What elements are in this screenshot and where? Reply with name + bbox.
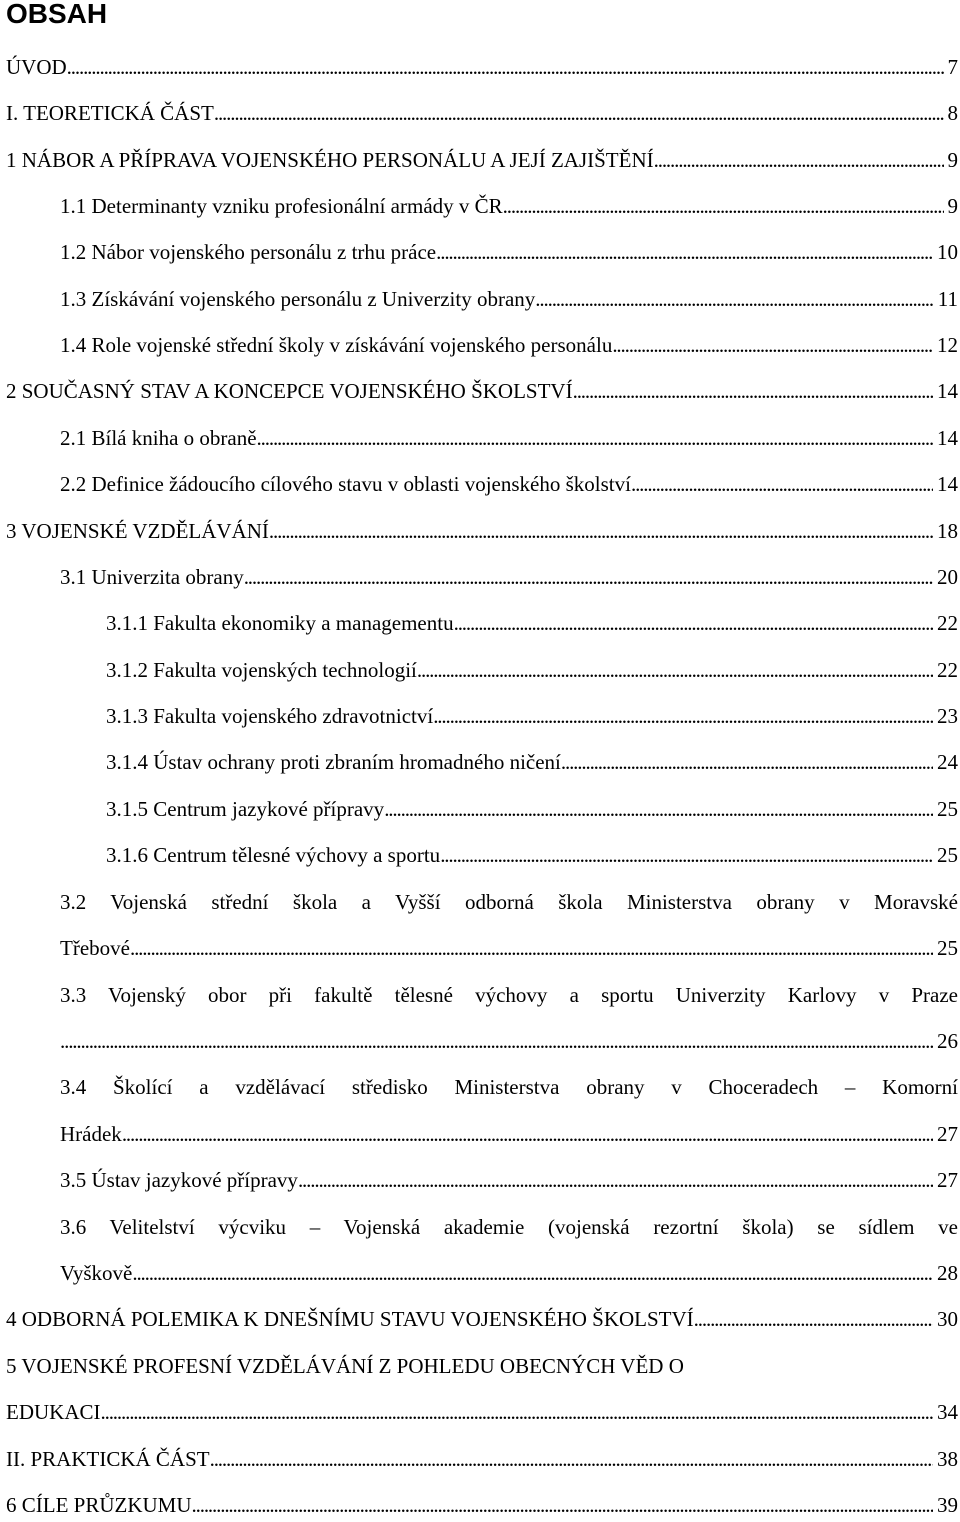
toc-entry-label: 3.4 Školící a vzdělávací středisko Ministerstva obrany v Choceradech – Komorní — [60, 1075, 958, 1099]
toc-entry-page: 20 — [937, 565, 958, 589]
toc-entry-chapter-1[interactable] — [6, 145, 958, 175]
toc-entry-label: 1.4 Role vojenské střední školy v získávání vojenského personálu — [60, 333, 613, 357]
toc-entry-part-1[interactable] — [6, 98, 958, 128]
toc-entry-page: 14 — [937, 379, 958, 403]
toc-entry-page: 9 — [947, 194, 958, 218]
toc-entry-label: 3.1.3 Fakulta vojenského zdravotnictví — [106, 704, 434, 728]
toc-leader-dots — [503, 191, 944, 221]
toc-leader-dots — [214, 98, 944, 128]
toc-entry-page: 22 — [937, 611, 958, 635]
toc-entry-3-1-4[interactable] — [106, 747, 958, 777]
toc-entry-label: 3.1.5 Centrum jazykové přípravy — [106, 797, 385, 821]
toc-entry-page: 24 — [937, 750, 958, 774]
toc-entry-chapter-6[interactable] — [6, 1490, 958, 1520]
toc-entry-label: 3.2 Vojenská střední škola a Vyšší odborná škola Ministerstva obrany v Moravské — [60, 890, 958, 914]
toc-entry-label: 2 SOUČASNÝ STAV A KONCEPCE VOJENSKÉHO ŠKOLSTVÍ — [6, 379, 573, 403]
toc-entry-3-4-line-2[interactable] — [60, 1119, 958, 1149]
toc-entry-3-1-6[interactable] — [106, 840, 958, 870]
toc-entry-page: 7 — [947, 55, 958, 79]
toc-entry-label: I. TEORETICKÁ ČÁST — [6, 101, 214, 125]
toc-entry-3-1-3[interactable] — [106, 701, 958, 731]
toc-entry-label: 1.1 Determinanty vzniku profesionální armády v ČR — [60, 194, 503, 218]
toc-entry-3-2-line-2[interactable] — [60, 933, 958, 963]
toc-entry-3-1-1[interactable] — [106, 608, 958, 638]
toc-leader-dots — [132, 1258, 933, 1288]
toc-entry-page: 25 — [937, 843, 958, 867]
toc-entry-3-6-line-2[interactable] — [60, 1258, 958, 1288]
toc-leader-dots — [298, 1165, 933, 1195]
toc-entry-page: 14 — [937, 426, 958, 450]
toc-entry-page: 18 — [937, 519, 958, 543]
toc-entry-part-2[interactable] — [6, 1444, 958, 1474]
toc-leader-dots — [210, 1444, 933, 1474]
toc-leader-dots — [535, 284, 933, 314]
toc-entry-3-1-2[interactable] — [106, 655, 958, 685]
toc-entry-intro[interactable] — [6, 52, 958, 82]
toc-entry-1-2[interactable] — [60, 237, 958, 267]
toc-entry-page: 9 — [947, 148, 958, 172]
toc-entry-page: 26 — [937, 1029, 958, 1053]
toc-entry-label: ÚVOD — [6, 55, 67, 79]
toc-entry-3-2-line-1[interactable] — [60, 887, 958, 917]
toc-entry-label: 3.1.6 Centrum tělesné výchovy a sportu — [106, 843, 441, 867]
toc-entry-1-3[interactable] — [60, 284, 958, 314]
toc-entry-label: 6 CÍLE PRŮZKUMU — [6, 1493, 192, 1517]
toc-leader-dots — [257, 423, 933, 453]
toc-entry-1-4[interactable] — [60, 330, 958, 360]
toc-leader-dots — [612, 330, 933, 360]
toc-entry-3-4-line-1[interactable] — [60, 1072, 958, 1102]
toc-leader-dots — [60, 1026, 933, 1056]
toc-entry-label: 3.3 Vojenský obor při fakultě tělesné výchovy a sportu Univerzity Karlovy v Praze — [60, 983, 958, 1007]
toc-entry-3-3-line-1[interactable] — [60, 980, 958, 1010]
toc-leader-dots — [244, 562, 933, 592]
toc-entry-page: 28 — [937, 1261, 958, 1285]
toc-leader-dots — [67, 52, 944, 82]
toc-entry-page: 22 — [937, 658, 958, 682]
toc-leader-dots — [440, 840, 933, 870]
toc-entry-page: 14 — [937, 472, 958, 496]
toc-entry-page: 34 — [937, 1400, 958, 1424]
toc-entry-page: 30 — [937, 1307, 958, 1331]
toc-leader-dots — [631, 469, 933, 499]
toc-leader-dots — [384, 794, 933, 824]
toc-leader-dots — [454, 608, 933, 638]
toc-entry-2-2[interactable] — [60, 469, 958, 499]
toc-heading: OBSAH — [6, 0, 108, 29]
toc-entry-label: 3.1 Univerzita obrany — [60, 565, 244, 589]
toc-entry-label: EDUKACI — [6, 1400, 101, 1424]
toc-entry-label: Hrádek — [60, 1122, 122, 1146]
toc-leader-dots — [269, 516, 933, 546]
toc-entry-3-6-line-1[interactable] — [60, 1212, 958, 1242]
toc-leader-dots — [654, 145, 944, 175]
toc-entry-page: 27 — [937, 1168, 958, 1192]
toc-entry-label: 4 ODBORNÁ POLEMIKA K DNEŠNÍMU STAVU VOJENSKÉHO ŠKOLSTVÍ — [6, 1307, 694, 1331]
toc-entry-page: 25 — [937, 936, 958, 960]
toc-entry-2-1[interactable] — [60, 423, 958, 453]
toc-entry-page: 11 — [937, 287, 958, 311]
toc-leader-dots — [192, 1490, 933, 1520]
toc-entry-label: 1.3 Získávání vojenského personálu z Univerzity obrany — [60, 287, 536, 311]
toc-entry-label: 3 VOJENSKÉ VZDĚLÁVÁNÍ — [6, 519, 269, 543]
toc-leader-dots — [433, 701, 933, 731]
toc-leader-dots — [694, 1304, 933, 1334]
toc-entry-page: 38 — [937, 1447, 958, 1471]
toc-leader-dots — [573, 376, 933, 406]
toc-entry-page: 23 — [937, 704, 958, 728]
toc-entry-label: 3.1.2 Fakulta vojenských technologií — [106, 658, 417, 682]
toc-entry-chapter-2[interactable] — [6, 376, 958, 406]
toc-entry-label: 3.1.4 Ústav ochrany proti zbraním hromadného ničení — [106, 750, 561, 774]
toc-leader-dots — [101, 1397, 934, 1427]
toc-entry-page: 12 — [937, 333, 958, 357]
toc-entry-label: 3.1.1 Fakulta ekonomiky a managementu — [106, 611, 454, 635]
toc-entry-label: 5 VOJENSKÉ PROFESNÍ VZDĚLÁVÁNÍ Z POHLEDU OBECNÝCH VĚD O — [6, 1354, 684, 1378]
toc-entry-label: 3.6 Velitelství výcviku – Vojenská akademie (vojenská rezortní škola) se sídlem ve — [60, 1215, 958, 1239]
toc-entry-label: 1.2 Nábor vojenského personálu z trhu práce — [60, 240, 437, 264]
toc-entry-page: 8 — [947, 101, 958, 125]
toc-leader-dots — [436, 237, 933, 267]
toc-entry-label: 2.2 Definice žádoucího cílového stavu v oblasti vojenského školství — [60, 472, 631, 496]
toc-leader-dots — [561, 747, 933, 777]
toc-entry-1-1[interactable] — [60, 191, 958, 221]
toc-entry-label: 2.1 Bílá kniha o obraně — [60, 426, 257, 450]
toc-leader-dots — [130, 933, 933, 963]
toc-entry-page: 39 — [937, 1493, 958, 1517]
toc-entry-3-1[interactable] — [60, 562, 958, 592]
toc-entry-page: 10 — [937, 240, 958, 264]
toc-entry-chapter-5-line-1[interactable] — [6, 1351, 958, 1381]
toc-entry-page: 25 — [937, 797, 958, 821]
toc-entry-label: Třebové — [60, 936, 130, 960]
toc-entry-chapter-3[interactable] — [6, 516, 958, 546]
toc-entry-page: 27 — [937, 1122, 958, 1146]
toc-leader-dots — [417, 655, 933, 685]
toc-entry-3-3-line-2[interactable] — [60, 1026, 958, 1056]
toc-entry-3-1-5[interactable] — [106, 794, 958, 824]
toc-entry-3-5[interactable] — [60, 1165, 958, 1195]
toc-entry-label: 3.5 Ústav jazykové přípravy — [60, 1168, 298, 1192]
toc-leader-dots — [122, 1119, 933, 1149]
toc-entry-chapter-5-line-2[interactable] — [6, 1397, 958, 1427]
toc-entry-label: 1 NÁBOR A PŘÍPRAVA VOJENSKÉHO PERSONÁLU A JEJÍ ZAJIŠTĚNÍ — [6, 148, 654, 172]
toc-entry-label: Vyškově — [60, 1261, 133, 1285]
toc-entry-label: II. PRAKTICKÁ ČÁST — [6, 1447, 210, 1471]
toc-entry-chapter-4[interactable] — [6, 1304, 958, 1334]
